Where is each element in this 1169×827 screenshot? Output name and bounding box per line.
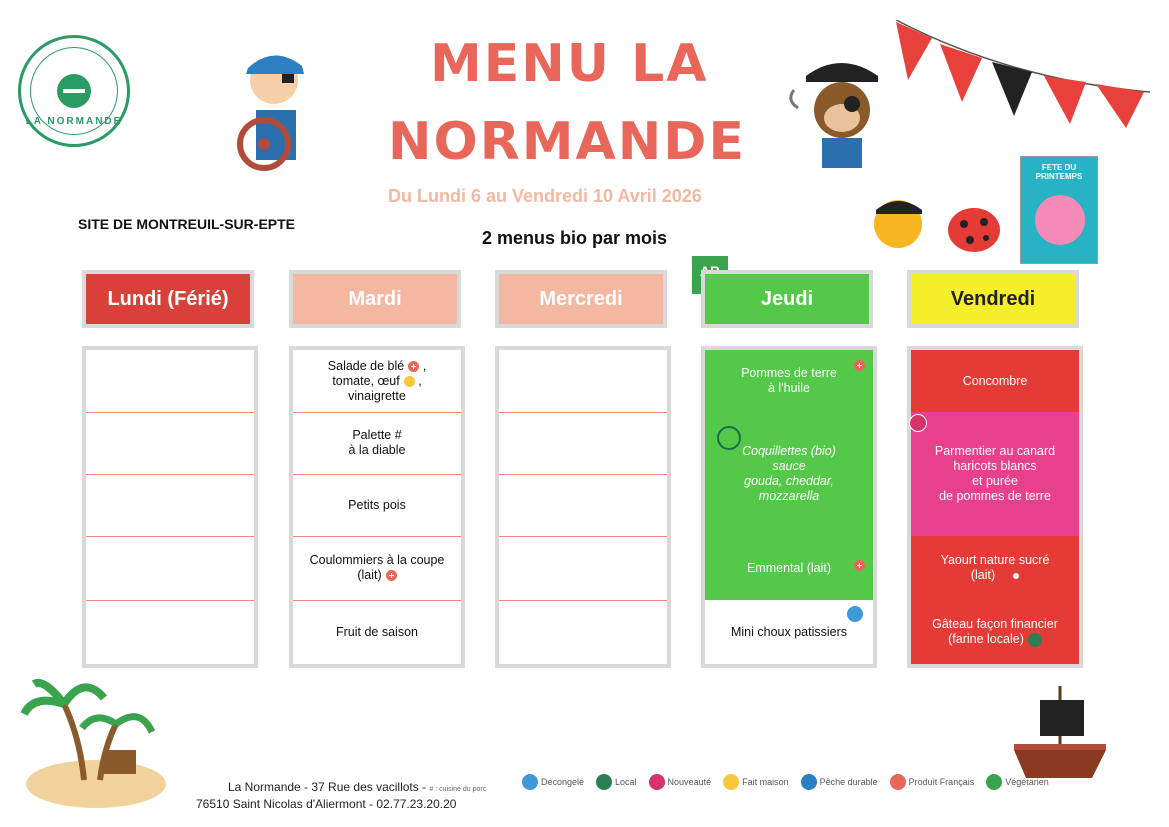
menu-item-plat: Parmentier au canard haricots blancs et purée de pommes de terre bbox=[911, 412, 1079, 536]
menu-item-dessert: Fruit de saison bbox=[336, 624, 418, 639]
decongele-icon bbox=[847, 606, 863, 622]
legend-item-produit-francais: Produit Français bbox=[890, 774, 975, 790]
menu-item-entree: Pommes de terre à l'huile bbox=[705, 350, 873, 412]
produit-francais-icon bbox=[854, 360, 865, 371]
bio-icon bbox=[717, 426, 741, 450]
legend-item-local: Local bbox=[596, 774, 637, 790]
day-header-lundi: Lundi (Férié) bbox=[82, 270, 254, 328]
produit-francais-icon bbox=[854, 560, 865, 571]
nouveaute-icon bbox=[649, 774, 665, 790]
local-icon bbox=[1028, 633, 1042, 647]
menu-item-plat: Coquillettes (bio) sauce gouda, cheddar, mozzarella bbox=[705, 412, 873, 536]
local-icon bbox=[596, 774, 612, 790]
peche-durable-icon bbox=[801, 774, 817, 790]
sun-pirate-illustration bbox=[862, 186, 934, 258]
vegetarien-icon bbox=[986, 774, 1002, 790]
day-header-mardi: Mardi bbox=[289, 270, 461, 328]
menu-item-plat: Palette # à la diable bbox=[348, 428, 406, 457]
menu-item-entree: Salade de blé , tomate, œuf , vinaigrette bbox=[327, 358, 427, 403]
pirate-ship-illustration bbox=[1000, 678, 1120, 788]
monkey-pirate-illustration bbox=[786, 50, 896, 180]
menu-column-vendredi bbox=[907, 346, 1083, 668]
menu-item-dessert: Mini choux patissiers bbox=[705, 600, 873, 664]
ladybug-illustration bbox=[940, 198, 1010, 260]
spring-event-poster: FETE DU PRINTEMPS bbox=[1020, 156, 1098, 264]
fait-maison-icon bbox=[404, 376, 415, 387]
legend-item-peche-durable: Pêche durable bbox=[801, 774, 878, 790]
menu-column-lundi bbox=[82, 346, 258, 668]
page-title-line2: NORMANDE bbox=[388, 112, 746, 172]
bunting-decoration bbox=[892, 20, 1152, 130]
produit-francais-icon bbox=[386, 570, 397, 581]
legend bbox=[522, 774, 1049, 790]
legend-item-vegetarien: Végétarien bbox=[986, 774, 1049, 790]
menu-item-fromage: Coulommiers à la coupe (lait) bbox=[309, 553, 445, 582]
day-header-vendredi: Vendredi bbox=[907, 270, 1079, 328]
menu-column-jeudi bbox=[701, 346, 877, 668]
nouveaute-icon bbox=[909, 414, 927, 432]
menu-item-entree: Concombre bbox=[911, 350, 1079, 412]
footer-address-line1: La Normande - 37 Rue des vacillots - # : cuisiné du porc bbox=[228, 780, 487, 794]
site-name: SITE DE MONTREUIL-SUR-EPTE bbox=[78, 216, 296, 232]
legend-item-decongele: Décongelé bbox=[522, 774, 584, 790]
bio-note: 2 menus bio par mois bbox=[482, 228, 668, 248]
menu-item-laitage: Yaourt nature sucré (lait) bbox=[911, 536, 1079, 600]
produit-francais-icon bbox=[890, 774, 906, 790]
pirate-boy-illustration bbox=[222, 40, 322, 180]
legend-item-fait-maison: Fait maison bbox=[723, 774, 789, 790]
menu-item-accompagnement: Petits pois bbox=[348, 497, 406, 512]
menu-item-dessert: Gâteau façon financier (farine locale) bbox=[911, 600, 1079, 664]
menu-dates: Du Lundi 6 au Vendredi 10 Avril 2026 bbox=[388, 186, 702, 206]
menu-item-fromage: Emmental (lait) bbox=[705, 536, 873, 600]
island-illustration bbox=[20, 668, 170, 814]
page-title-line1: MENU LA bbox=[430, 34, 709, 94]
produit-francais-icon bbox=[1013, 573, 1019, 579]
fait-maison-icon bbox=[723, 774, 739, 790]
menu-column-mercredi bbox=[495, 346, 671, 668]
decongele-icon bbox=[522, 774, 538, 790]
footer-address-line2: 76510 Saint Nicolas d'Aliermont - 02.77.23.20.20 bbox=[196, 797, 457, 811]
day-header-jeudi: Jeudi bbox=[701, 270, 873, 328]
day-header-mercredi: Mercredi bbox=[495, 270, 667, 328]
produit-francais-icon bbox=[408, 361, 419, 372]
plate-icon bbox=[57, 74, 91, 108]
menu-column-mardi bbox=[289, 346, 465, 668]
legend-item-nouveaute: Nouveauté bbox=[649, 774, 712, 790]
la-normande-logo: LA NORMANDE bbox=[18, 35, 130, 147]
